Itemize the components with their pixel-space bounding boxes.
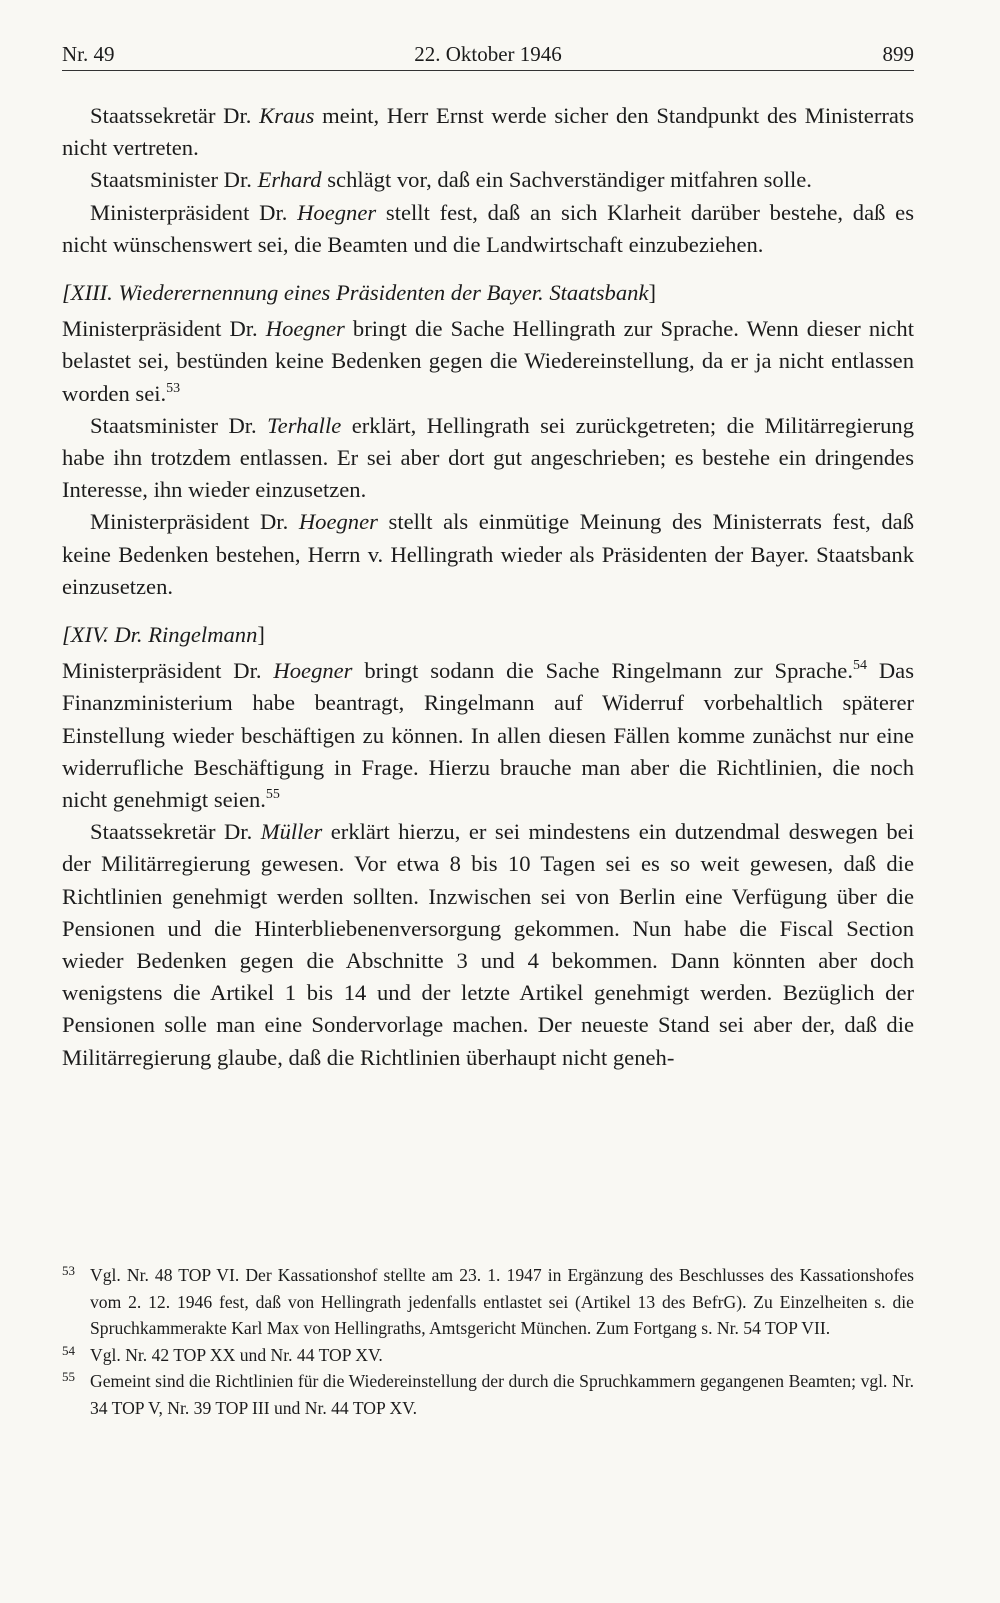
footnote-ref-54: 54 bbox=[852, 658, 867, 674]
footnote-54: 54 Vgl. Nr. 42 TOP XX und Nr. 44 TOP XV. bbox=[62, 1342, 914, 1369]
footnotes bbox=[62, 1262, 914, 1422]
speaker-name: Terhalle bbox=[267, 412, 342, 438]
footnote-number: 53 bbox=[62, 1263, 75, 1278]
paragraph-kraus: Staatssekretär Dr. Kraus meint, Herr Ernst werde sicher den Standpunkt des Ministerrats nicht vertreten. bbox=[62, 103, 914, 161]
footnote-55: 55 Gemeint sind die Richtlinien für die Wiedereinstellung der durch die Spruchkammern gegangenen Beamten; vgl. Nr. 34 TOP V, Nr. 39 TOP III und Nr. 44 TOP XV. bbox=[62, 1368, 914, 1421]
footnote-ref-55: 55 bbox=[265, 787, 280, 803]
section-heading-xiii: [XIII. Wiederernennung eines Präsidenten der Bayer. Staatsbank] bbox=[62, 280, 657, 306]
paragraph-hoegner-2: Ministerpräsident Dr. Hoegner bringt die Sache Hellingrath zur Sprache. Wenn dieser nicht belastet sei, bestünden keine Bedenken gegen die Wiedereinstellung, da er ja nicht entlassen worden sei.$^{53}$ bbox=[62, 316, 914, 406]
speaker-name: Müller bbox=[260, 819, 323, 845]
section-heading-xiv: [XIV. Dr. Ringelmann] bbox=[62, 622, 265, 648]
speaker-name: Hoegner bbox=[273, 658, 353, 684]
paragraph-terhalle: Staatsminister Dr. Terhalle erklärt, Hellingrath sei zurückgetreten; die Militärregierung habe ihn trotzdem entlassen. Er sei aber dort gut angeschrieben; es bestehe ein dringendes Interesse, ihn wieder einzusetzen. bbox=[62, 412, 914, 503]
paragraph-hoegner-4: Ministerpräsident Dr. Hoegner bringt sodann die Sache Ringelmann zur Sprache.$^{54}$ Das Finanzministerium habe beantragt, Ringelmann auf Widerruf vorbehaltlich späterer Einstellung wieder beschäftigen zu können. In allen diesen Fällen komme zunächst nur eine widerrufliche Beschäftigung in Frage. Hierzu brauche man aber die Richtlinien, die noch nicht genehmigt seien.$^{55}$ bbox=[62, 658, 914, 813]
speaker-name: Hoegner bbox=[297, 199, 377, 225]
speaker-name: Erhard bbox=[257, 167, 322, 193]
header-date: 22. Oktober 1946 bbox=[414, 42, 562, 66]
speaker-name: Hoegner bbox=[298, 509, 378, 535]
paragraph-erhard: Staatsminister Dr. Erhard schlägt vor, daß ein Sachverständiger mitfahren solle. bbox=[90, 167, 812, 193]
footnote-ref-53: 53 bbox=[166, 380, 181, 396]
footnote-53: 53 Vgl. Nr. 48 TOP VI. Der Kassationshof stellte am 23. 1. 1947 in Ergänzung des Beschlusses des Kassationshofes vom 2. 12. 1946 fest, daß von Hellingrath jedenfalls entlastet sei (Artikel 13 des BefrG). Zu Einzelheiten s. die Spruchkammerakte Karl Max von Hellingraths, Amtsgericht München. Zum Fortgang s. Nr. 54 TOP VII. bbox=[62, 1262, 914, 1342]
speaker-name: Hoegner bbox=[265, 316, 345, 342]
speaker-name: Kraus bbox=[259, 103, 315, 128]
paragraph-hoegner-3: Ministerpräsident Dr. Hoegner stellt als einmütige Meinung des Ministerrats fest, daß keine Bedenken bestehen, Herrn v. Hellingrath wieder als Präsidenten der Bayer. Staatsbank einzusetzen. bbox=[62, 509, 914, 599]
main-text bbox=[62, 100, 914, 1074]
paragraph-mueller: Staatssekretär Dr. Müller erklärt hierzu, er sei mindestens ein dutzendmal deswegen bei der Militärregierung gewesen. Vor etwa 8 bis 10 Tagen sei es so weit gewesen, daß die Richtlinien genehmigt werden sollten. Inzwischen sei von Berlin eine Verfügung über die Pensionen und die Hinterbliebenenversorgung gekommen. Nun habe die Fiscal Section wieder Bedenken gegen die Abschnitte 3 und 4 bekommen. Dann könnten aber doch wenigstens die Artikel 1 bis 14 und der letzte Artikel genehmigt werden. Bezüglich der Pensionen solle man eine Sondervorlage machen. Der neueste Stand sei aber der, daß die Militärregierung glaube, daß die Richtlinien überhaupt nicht geneh- bbox=[62, 819, 914, 1070]
page-number: 899 bbox=[882, 42, 914, 66]
issue-number: Nr. 49 bbox=[62, 42, 115, 66]
paragraph-hoegner-1: Ministerpräsident Dr. Hoegner stellt fest, daß an sich Klarheit darüber bestehe, daß es nicht wünschenswert sei, die Beamten und die Landwirtschaft einzubeziehen. bbox=[62, 199, 914, 257]
running-header bbox=[62, 36, 914, 71]
footnote-number: 55 bbox=[62, 1369, 75, 1385]
footnote-number: 54 bbox=[62, 1342, 75, 1358]
